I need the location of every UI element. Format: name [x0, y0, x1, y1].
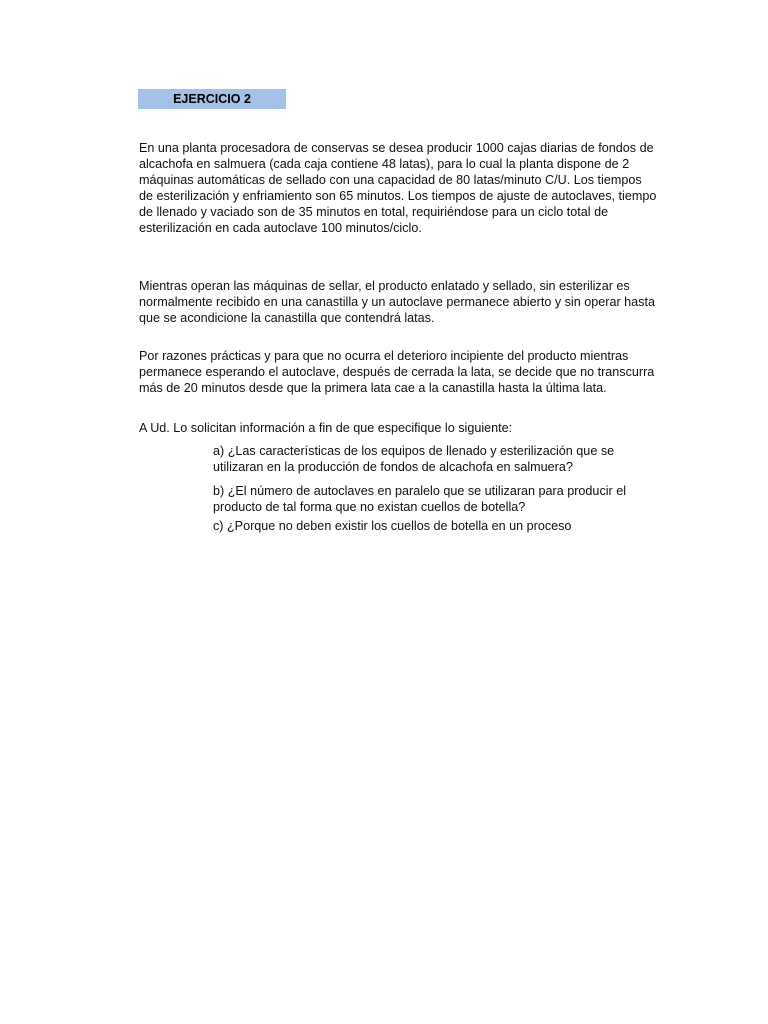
paragraph-problem-statement: En una planta procesadora de conservas se desea producir 1000 cajas diarias de fondos de alcachofa en salmuera (cada caja contiene 48 latas), para lo cual la planta dispone de 2 máquinas automáticas de sellado con una capacidad de 80 latas/minuto C/U. Los tiempos de esterilización y enfriamiento son 65 minutos. Los tiempos de ajuste de autoclaves, tiempo de llenado y vaciado son de 35 minutos en total, requiriéndose para un ciclo total de esterilización en cada autoclave 100 minutos/ciclo.: [139, 141, 657, 235]
paragraph-request: A Ud. Lo solicitan información a fin de que especifique lo siguiente:: [139, 421, 513, 435]
paragraph-sealing-operation: Mientras operan las máquinas de sellar, el producto enlatado y sellado, sin esterilizar es normalmente recibido en una canastilla y un autoclave permanece abierto y sin operar hasta que se acondicione la canastilla que contendrá latas.: [139, 279, 655, 325]
question-b: b) ¿El número de autoclaves en paralelo que se utilizaran para producir el producto de tal forma que no existan cuellos de botella?: [213, 484, 627, 514]
question-a: a) ¿Las características de los equipos de llenado y esterilización que se utilizaran en la producción de fondos de alcachofa en salmuera?: [213, 444, 615, 474]
paragraph-time-constraint: Por razones prácticas y para que no ocurra el deterioro incipiente del producto mientras permanece esperando el autoclave, después de cerrada la lata, se decide que no transcurra más de 20 minutos desde que la primera lata cae a la canastilla hasta la última lata.: [139, 349, 655, 395]
exercise-title: EJERCICIO 2: [138, 89, 286, 109]
question-c: c) ¿Porque no deben existir los cuellos de botella en un proceso: [213, 519, 572, 533]
